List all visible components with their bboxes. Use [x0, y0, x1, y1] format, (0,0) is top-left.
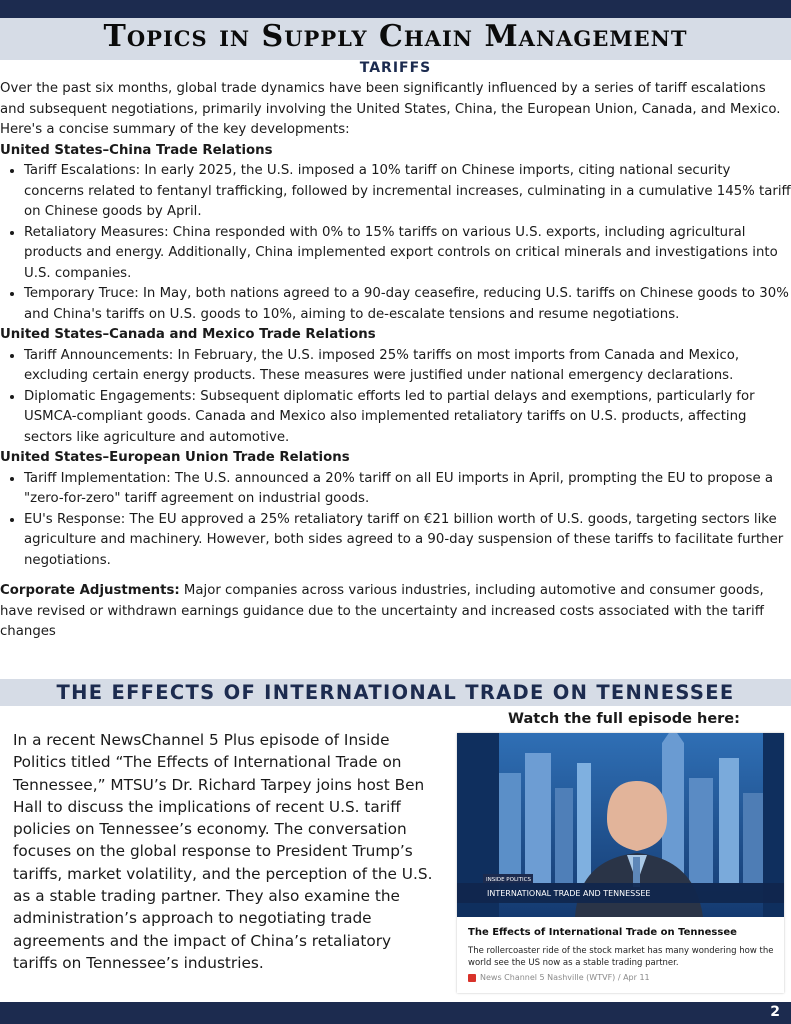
us-china-list — [0, 161, 791, 325]
corporate-adjustments — [0, 581, 791, 643]
corporate-label: Corporate Adjustments: — [0, 583, 180, 598]
list-item: • Tariff Escalations: In early 2025, the U.S. imposed a 10% tariff on Chinese imports, citing national security concerns related to fentanyl trafficking, followed by incremental increases, culminating in a cumulative 145% tariff on Chinese goods by April. — [24, 161, 791, 223]
us-canada-mexico-list — [0, 346, 791, 449]
video-source-text: News Channel 5 Nashville (WTVF) / Apr 11 — [480, 973, 650, 982]
list-item: • Retaliatory Measures: China responded with 0% to 15% tariffs on various U.S. exports, including agricultural products and energy. Additionally, China implemented export controls on critical minerals and investigations into U.S. companies. — [24, 223, 791, 285]
video-title[interactable]: The Effects of International Trade on Tennessee — [468, 927, 737, 938]
list-item: • Tariff Announcements: In February, the U.S. imposed 25% tariffs on most imports from Canada and Mexico, excluding certain energy products. These measures were justified under national emergency declarations. — [24, 346, 791, 387]
heading-us-china: United States–China Trade Relations — [0, 142, 273, 158]
tennessee-paragraph: In a recent NewsChannel 5 Plus episode of Inside Politics titled “The Effects of International Trade on Tennessee,” MTSU’s Dr. Richard Tarpey joins host Ben Hall to discuss the implications of recent U.S. tariff policies on Tennessee’s economy. The conversation focuses on the global response to President Trump’s tariffs, market volatility, and the perception of the U.S. as a stable trading partner. They also examine the administration’s approach to negotiating trade agreements and the impact of China’s retaliatory tariffs on Tennessee’s industries. — [13, 731, 433, 972]
video-description: The rollercoaster ride of the stock market has many wondering how the world see the US now as a stable trading partner. — [468, 946, 774, 968]
watch-label: Watch the full episode here: — [508, 711, 740, 727]
video-thumbnail[interactable] — [457, 733, 784, 917]
list-item: • Diplomatic Engagements: Subsequent diplomatic efforts led to partial delays and exemptions, particularly for USMCA-compliant goods. Canada and Mexico also implemented retaliatory tariffs on U.S. products, affecting sectors like agriculture and automotive. — [24, 387, 791, 449]
video-card[interactable] — [457, 733, 784, 993]
top-bar — [0, 0, 791, 18]
list-item: • EU's Response: The EU approved a 25% retaliatory tariff on €21 billion worth of U.S. goods, targeting sectors like agriculture and machinery. However, both sides agreed to a 90-day suspension of these tariffs to facilitate further negotiations. — [24, 510, 791, 572]
video-source — [468, 973, 778, 982]
news-channel-icon — [468, 974, 476, 982]
chyron-tag: INSIDE POLITICS — [486, 877, 531, 883]
corporate-text: Major companies across various industries, including automotive and consumer goods, have revised or withdrawn earnings guidance due to the uncertainty and increased costs associated with the tariff changes — [0, 583, 764, 639]
chyron-text: INTERNATIONAL TRADE AND TENNESSEE — [487, 889, 651, 898]
list-item: • Temporary Truce: In May, both nations agreed to a 90-day ceasefire, reducing U.S. tariffs on Chinese goods to 30% and China's tariffs on U.S. goods to 10%, aiming to de-escalate tensions and resume negotiations. — [24, 284, 791, 325]
bottom-bar — [0, 1002, 791, 1024]
section-heading-tariffs: TARIFFS — [359, 60, 432, 76]
page-title: Topics in Supply Chain Management — [103, 19, 688, 54]
section-heading-tennessee: THE EFFECTS OF INTERNATIONAL TRADE ON TENNESSEE — [56, 681, 735, 704]
intro-paragraph: Over the past six months, global trade dynamics have been significantly influenced by a series of tariff escalations and subsequent negotiations, primarily involving the United States, China, the European Union, Canada, and Mexico. Here's a concise summary of the key developments: — [0, 81, 781, 137]
page-number: 2 — [770, 1004, 780, 1020]
heading-us-eu: United States–European Union Trade Relations — [0, 450, 350, 465]
tariffs-content — [0, 79, 791, 643]
us-eu-list — [0, 469, 791, 572]
list-item: • Tariff Implementation: The U.S. announced a 20% tariff on all EU imports in April, prompting the EU to propose a "zero-for-zero" tariff agreement on industrial goods. — [24, 469, 791, 510]
heading-us-canada-mexico: United States–Canada and Mexico Trade Relations — [0, 327, 376, 342]
